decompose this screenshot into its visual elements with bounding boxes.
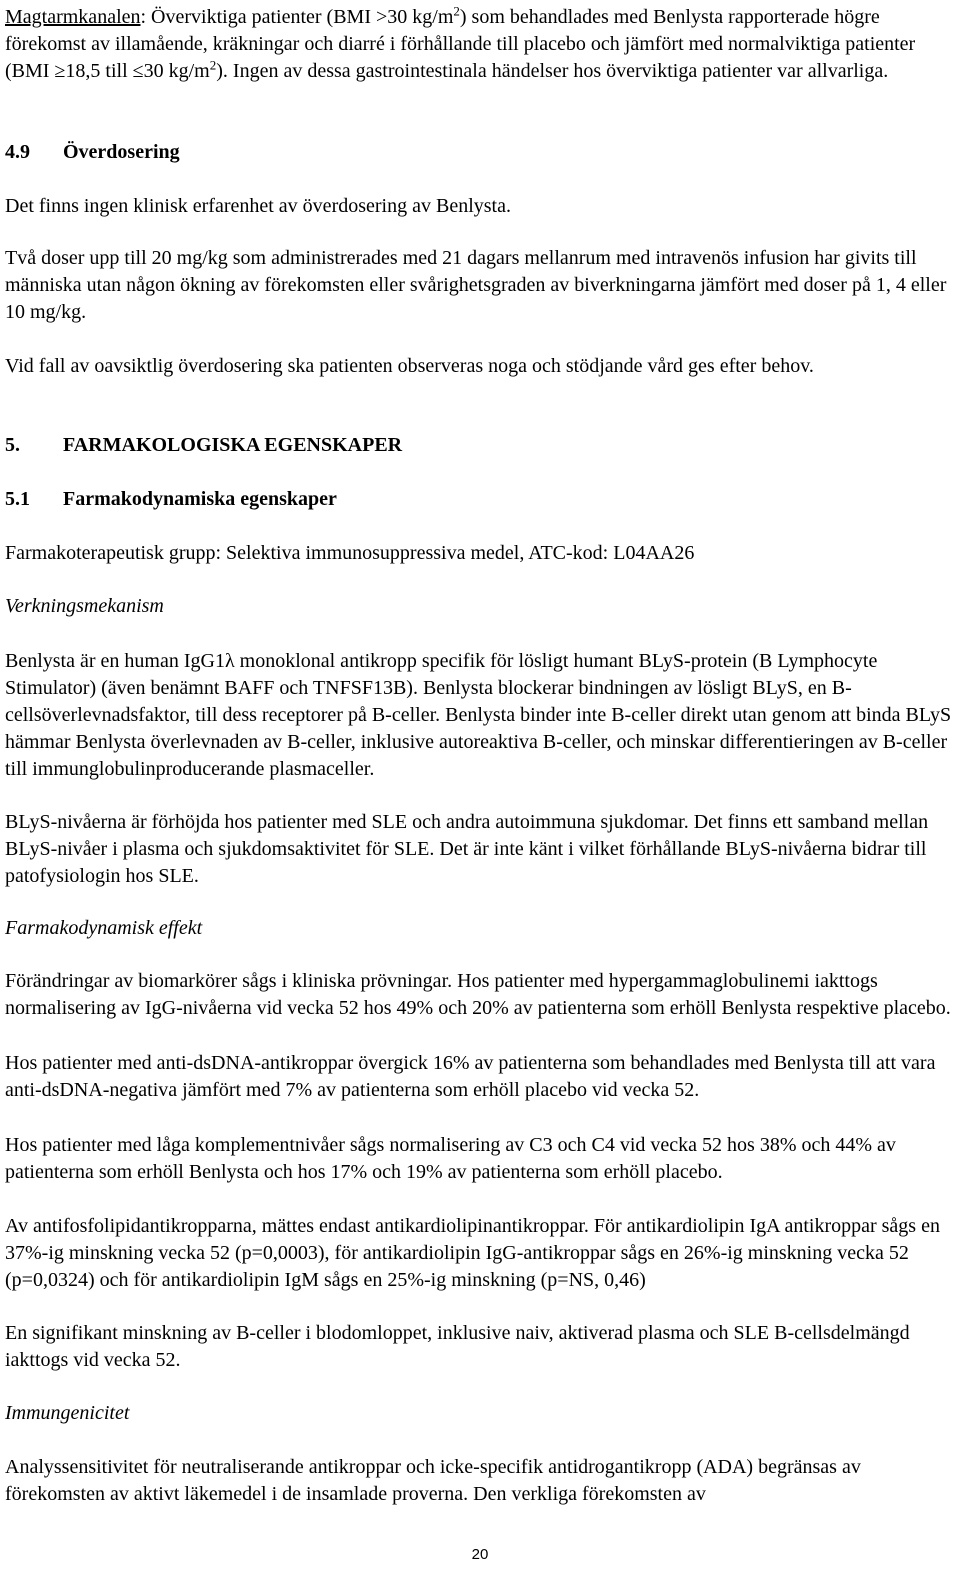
pd-p4: Av antifosfolipidantikropparna, mättes endast antikardiolipinantikroppar. För antikardiolipin IgA antikroppar sågs en 37%-ig minskning vecka 52 (p=0,0003), för antikardiolipin IgG-antikroppar sågs en 26%-ig minskning vecka 52 (p=0,0324) och för antikardiolipin IgM sågs en 25%-ig minskning (p=NS, 0,46) bbox=[5, 1215, 940, 1291]
gi-label: Magtarmkanalen bbox=[5, 6, 141, 28]
pd-p5: En signifikant minskning av B-celler i blodomloppet, inklusive naiv, aktiverad plasma och SLE B-cellsdelmängd iakttogs vid vecka 52. bbox=[5, 1322, 910, 1371]
overdose-p2: Två doser upp till 20 mg/kg som administrerades med 21 dagars mellanrum med intravenös infusion har givits till människa utan någon ökning av förekomsten eller svårighetsgraden av biverkningarna jämfört med doser på 1, 4 eller 10 mg/kg. bbox=[5, 247, 947, 323]
mechanism-p2: BLyS-nivåerna är förhöjda hos patienter med SLE och andra autoimmuna sjukdomar. Det finns ett samband mellan BLyS-nivåer i plasma och sjukdomsaktivitet för SLE. Det är inte känt i vilket förhållande BLyS-nivåerna bidrar till patofysiologin hos SLE. bbox=[5, 811, 929, 887]
atc-paragraph: Farmakoterapeutisk grupp: Selektiva immunosuppressiva medel, ATC-kod: L04AA26 bbox=[5, 542, 695, 564]
gi-text-c: ). Ingen av dessa gastrointestinala händelser hos överviktiga patienter var allvarliga. bbox=[216, 60, 889, 82]
page-number: 20 bbox=[471, 1546, 489, 1563]
overdose-p3: Vid fall av oavsiktlig överdosering ska patienten observeras noga och stödjande vård ges efter behov. bbox=[5, 355, 814, 377]
mechanism-heading: Verkningsmekanism bbox=[5, 595, 164, 617]
pd-p3: Hos patienter med låga komplementnivåer sågs normalisering av C3 och C4 vid vecka 52 hos 38% och 44% av patienterna som erhöll Benlysta och hos 17% och 19% av patienterna som erhöll placebo. bbox=[5, 1134, 896, 1183]
overdose-p1: Det finns ingen klinisk erfarenhet av överdosering av Benlysta. bbox=[5, 195, 511, 217]
mechanism-p1: Benlysta är en human IgG1λ monoklonal antikropp specifik för lösligt humant BLyS-protein (B Lymphocyte Stimulator) (även benämnt BAFF och TNFSF13B). Benlysta blockerar bindningen av lösligt BLyS, en B-cellsöverlevnadsfaktor, till dess receptorer på B-celler. Benlysta binder inte B-celler direkt utan genom att binda BLyS hämmar Benlysta överlevnaden av B-celler, inklusive autoreaktiva B-celler, och minskar differentieringen av B-celler till immunglobulinproducerande plasmaceller. bbox=[5, 650, 952, 780]
heading-5-title: FARMAKOLOGISKA EGENSKAPER bbox=[63, 434, 403, 456]
heading-5-1-title: Farmakodynamiska egenskaper bbox=[63, 488, 337, 510]
pd-p2: Hos patienter med anti-dsDNA-antikroppar övergick 16% av patienterna som behandlades med Benlysta till att vara anti-dsDNA-negativa jämfört med 7% av patienterna som erhöll placebo vid vecka 52. bbox=[5, 1052, 936, 1101]
immunogenicity-p1: Analyssensitivitet för neutraliserande antikroppar och icke-specifik antidrogantikropp (ADA) begränsas av förekomsten av aktivt läkemedel i de insamlade proverna. Den verkliga förekomsten av bbox=[5, 1456, 861, 1505]
gi-sup-b: 2 bbox=[209, 57, 217, 73]
gi-text-b: ) som behandlades med Benlysta rapporterade högre förekomst av illamående, kräkningar och diarré i förhållande till placebo och jämfört med normalviktiga patienter (BMI ≥18,5 till ≤30 kg/m bbox=[5, 6, 916, 82]
heading-5-1 bbox=[5, 486, 337, 513]
heading-4-9-number: 4.9 bbox=[5, 141, 30, 163]
heading-5-number: 5. bbox=[5, 434, 20, 456]
gi-sup-a: 2 bbox=[453, 3, 460, 19]
heading-4-9 bbox=[5, 139, 180, 166]
heading-4-9-title: Överdosering bbox=[63, 141, 180, 163]
pd-p1: Förändringar av biomarkörer sågs i kliniska prövningar. Hos patienter med hypergammaglobulinemi iakttogs normalisering av IgG-nivåerna vid vecka 52 hos 49% och 20% av patienterna som erhöll Benlysta respektive placebo. bbox=[5, 970, 951, 1019]
heading-5-1-number: 5.1 bbox=[5, 488, 30, 510]
immunogenicity-heading: Immungenicitet bbox=[5, 1402, 130, 1424]
pd-heading: Farmakodynamisk effekt bbox=[5, 917, 203, 939]
gi-paragraph bbox=[5, 4, 955, 85]
heading-5 bbox=[5, 432, 402, 459]
gi-text-a: : Överviktiga patienter (BMI >30 kg/m bbox=[140, 6, 454, 28]
